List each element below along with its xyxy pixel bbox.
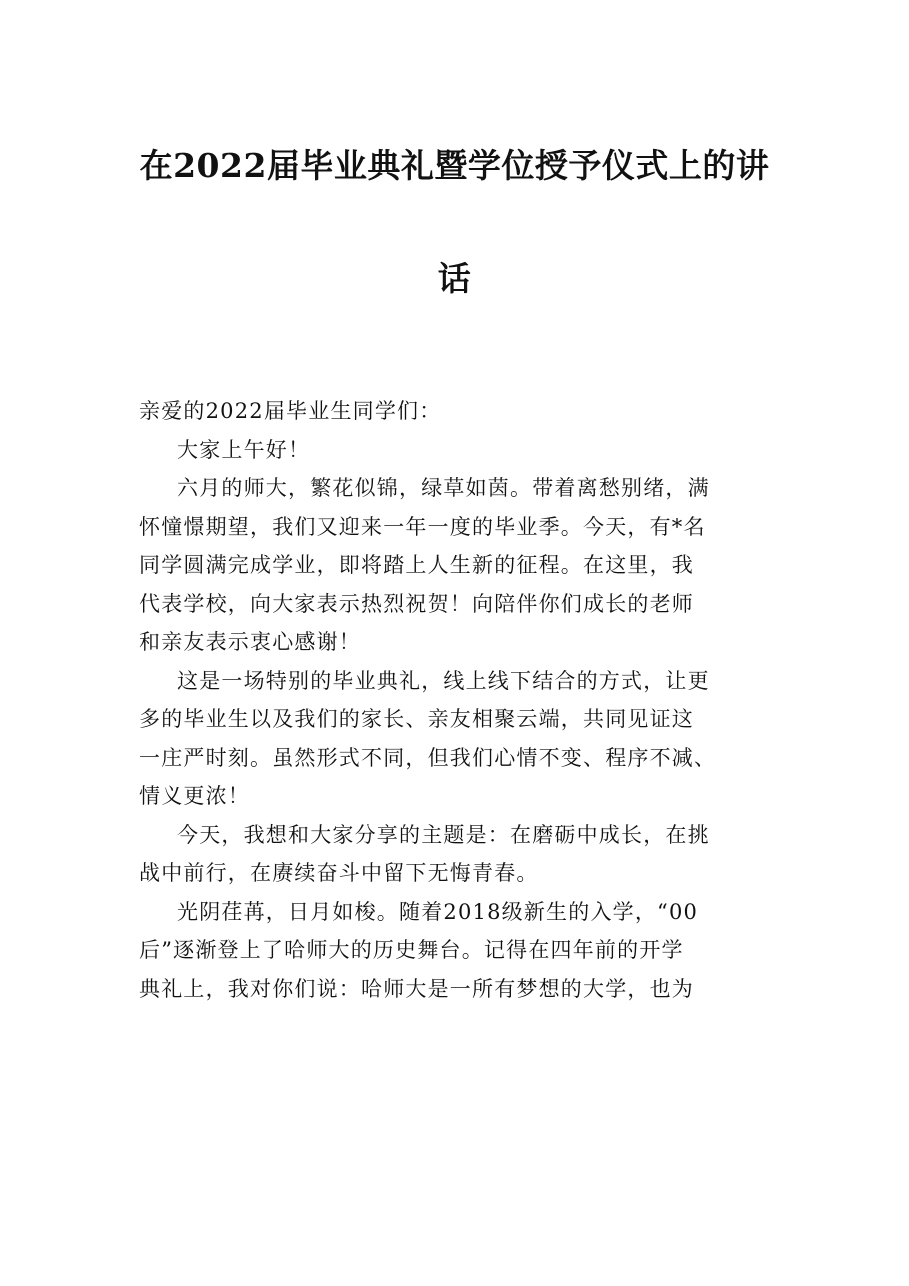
document-title-line-2: 话	[437, 259, 472, 298]
paragraph-line: 光阴荏苒，日月如梭。随着2018级新生的入学，“00	[177, 899, 699, 924]
document-body	[139, 392, 779, 1008]
document-title-line-1: 在2022届毕业典礼暨学位授予仪式上的讲	[139, 146, 770, 185]
paragraph-line: 六月的师大，繁花似锦，绿草如茵。带着离愁别绪，满	[177, 476, 710, 500]
paragraph-line: 同学圆满完成学业，即将踏上人生新的征程。在这里，我	[139, 553, 694, 577]
paragraph-memory	[139, 893, 779, 1009]
paragraph-line: 大家上午好！	[177, 437, 311, 462]
salutation: 亲爱的2022届毕业生同学们：	[139, 399, 442, 423]
paragraph-line: 情义更浓！	[139, 784, 250, 808]
paragraph-line: 和亲友表示衷心感谢！	[139, 630, 361, 654]
paragraph-line: 一庄严时刻。虽然形式不同，但我们心情不变、程序不减、	[139, 745, 717, 770]
paragraph-theme	[139, 816, 779, 893]
paragraph-line: 代表学校，向大家表示热烈祝贺！向陪伴你们成长的老师	[139, 591, 694, 616]
paragraph-line: 多的毕业生以及我们的家长、亲友相聚云端，共同见证这	[139, 707, 694, 731]
paragraph-opening	[139, 469, 779, 662]
paragraph-line: 今天，我想和大家分享的主题是：在磨砺中成长，在挑	[177, 822, 710, 847]
paragraph-line: 战中前行，在赓续奋斗中留下无悔青春。	[139, 861, 539, 885]
paragraph-greeting	[139, 431, 779, 470]
paragraph-ceremony	[139, 662, 779, 816]
paragraph-line: 典礼上，我对你们说：哈师大是一所有梦想的大学，也为	[139, 976, 694, 1001]
paragraph-line: 后”逐渐登上了哈师大的历史舞台。记得在四年前的开学	[139, 938, 684, 962]
paragraph-line: 怀憧憬期望，我们又迎来一年一度的毕业季。今天，有*名	[139, 514, 706, 539]
paragraph-line: 这是一场特别的毕业典礼，线上线下结合的方式，让更	[177, 668, 710, 693]
